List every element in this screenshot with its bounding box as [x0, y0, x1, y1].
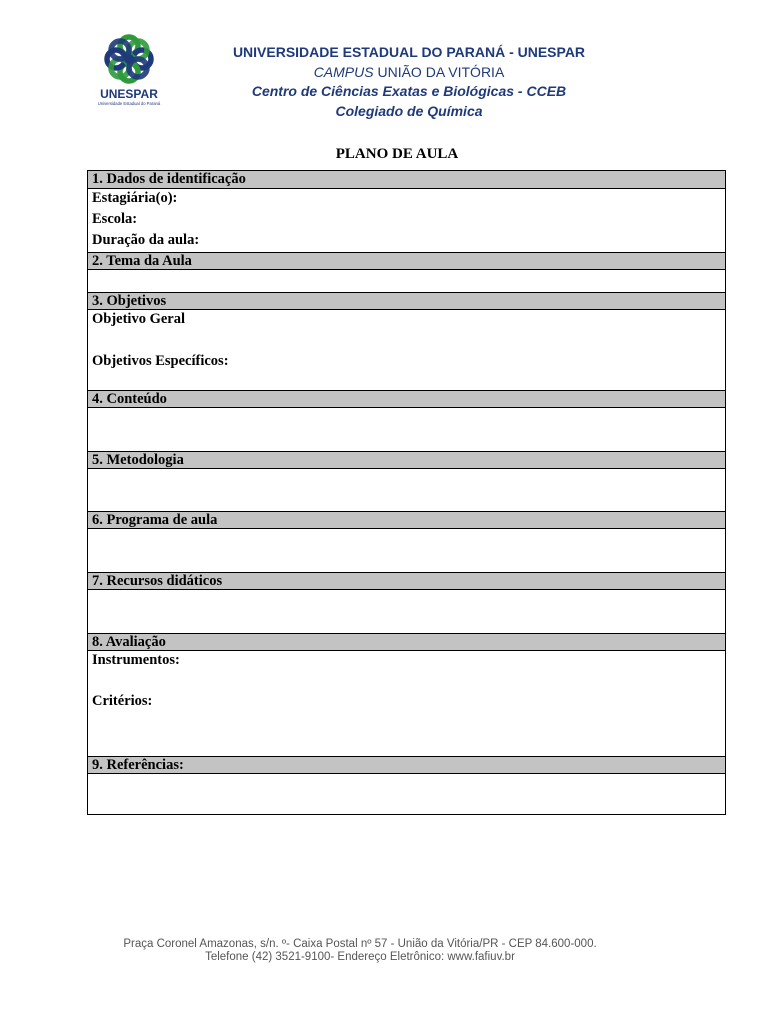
department-name: Colegiado de Química [335, 102, 483, 119]
section-9-header: 9. Referências: [88, 756, 725, 774]
campus-line [200, 63, 618, 83]
field-school: Escola: [92, 211, 138, 227]
section-3-header: 3. Objetivos [88, 292, 725, 310]
footer-contact: Telefone (42) 3521-9100- Endereço Eletrônico: www.fafiuv.br [205, 951, 515, 963]
field-specific-objectives: Objetivos Específicos: [92, 353, 229, 369]
page-footer [0, 938, 720, 964]
section-5-header: 5. Metodologia [88, 451, 725, 469]
field-duration: Duração da aula: [92, 232, 200, 248]
center-name: Centro de Ciências Exatas e Biológicas - CCEB [251, 83, 567, 99]
unespar-emblem-icon [88, 28, 174, 108]
section-7-header: 7. Recursos didáticos [88, 572, 725, 590]
field-general-objective: Objetivo Geral [92, 311, 186, 327]
university-name: UNIVERSIDADE ESTADUAL DO PARANÁ - UNESPAR [232, 44, 586, 60]
field-instruments: Instrumentos: [92, 652, 180, 668]
field-criteria: Critérios: [92, 693, 153, 709]
logo-subtitle: Universidade Estadual do Paraná [97, 101, 161, 106]
field-intern: Estagiária(o): [92, 190, 178, 206]
page-title: PLANO DE AULA [335, 146, 459, 162]
section-1-header: 1. Dados de identificação [88, 171, 725, 189]
footer-address: Praça Coronel Amazonas, s/n. º- Caixa Postal nº 57 - União da Vitória/PR - CEP 84.600-000. [123, 938, 597, 950]
logo-text: UNESPAR [100, 87, 158, 101]
institution-header [200, 43, 618, 121]
section-4-header: 4. Conteúdo [88, 390, 725, 408]
unespar-logo [88, 28, 174, 108]
campus-word: CAMPUS [313, 63, 374, 80]
lesson-plan-form [87, 170, 726, 815]
section-8-header: 8. Avaliação [88, 633, 725, 651]
section-2-header: 2. Tema da Aula [88, 252, 725, 270]
section-6-header: 6. Programa de aula [88, 511, 725, 529]
campus-name: UNIÃO DA VITÓRIA [373, 63, 505, 80]
